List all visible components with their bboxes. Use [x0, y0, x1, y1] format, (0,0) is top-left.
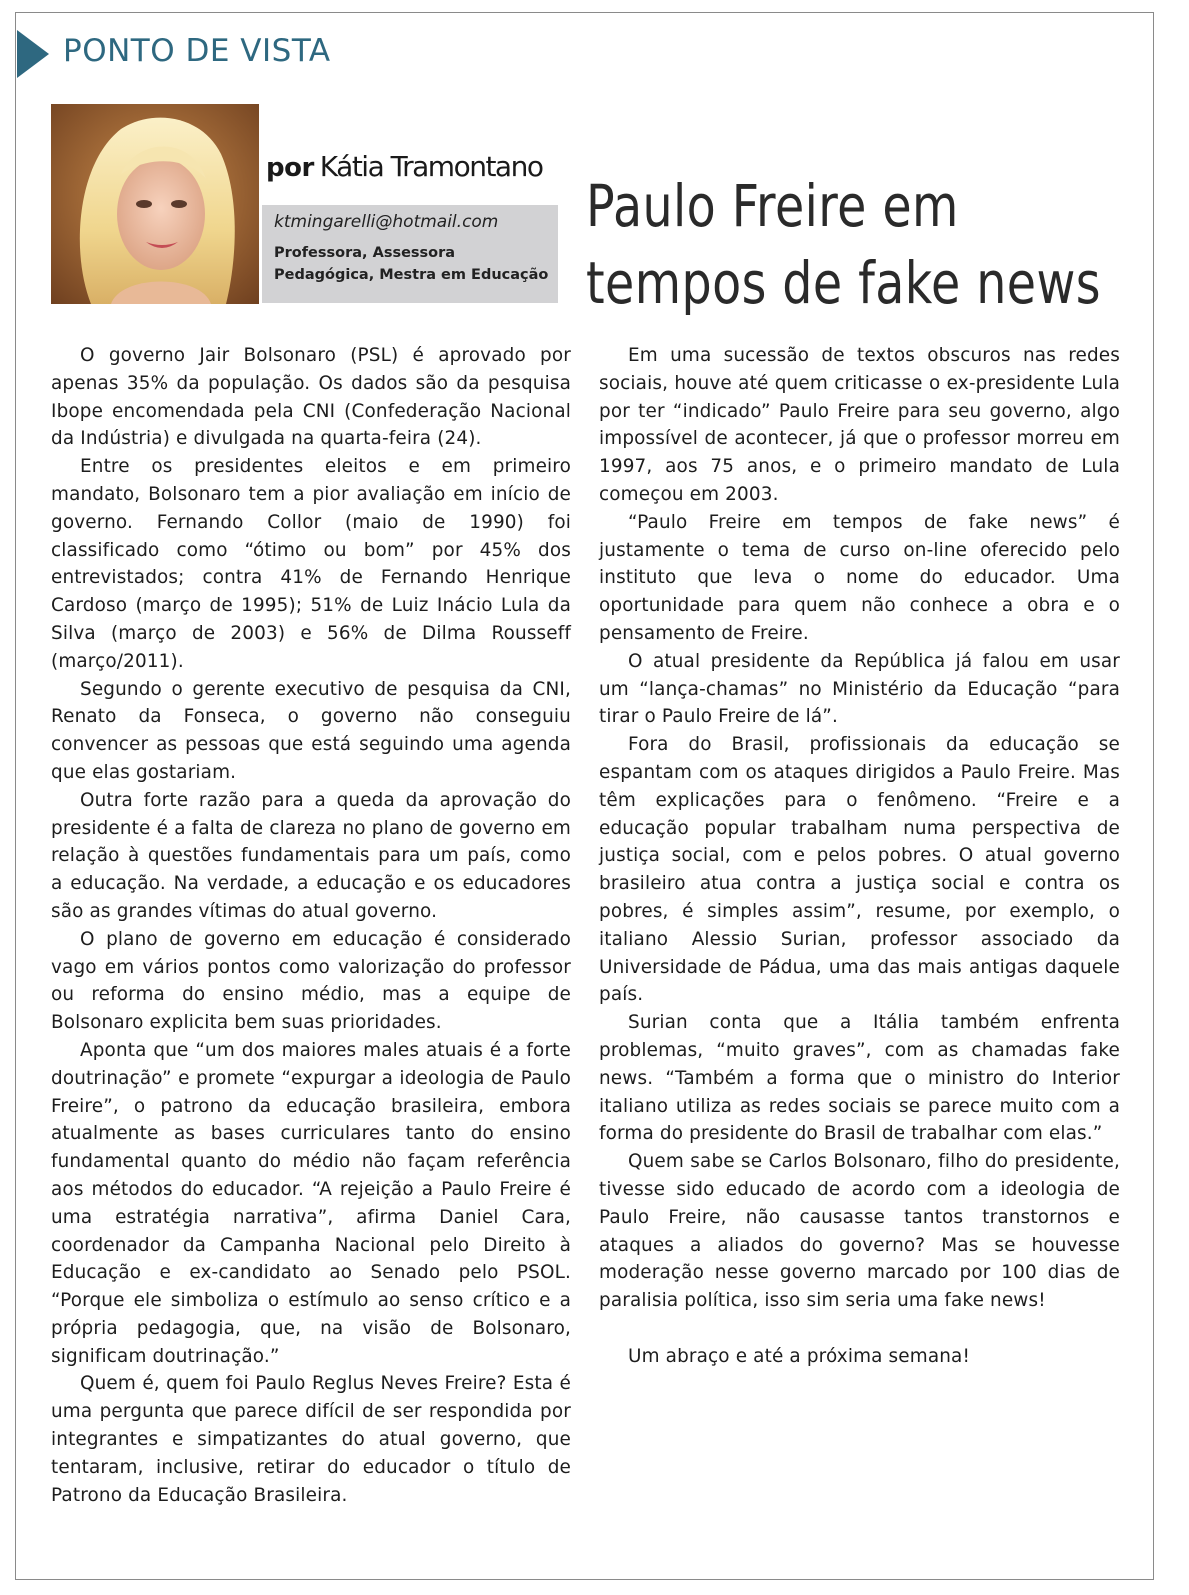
author-photo [51, 104, 259, 304]
paragraph: Em uma sucessão de textos obscuros nas redes sociais, houve até quem criticasse o ex-presidente Lula por ter “indicado” Paulo Freire para seu governo, algo impossível de acontecer, já que o professor morreu em 1997, aos 75 anos, e o primeiro mandato de Lula começou em 2003. [599, 345, 1120, 505]
article-column-right [599, 342, 1120, 1370]
headline-line2: tempos de fake news [586, 249, 1101, 317]
paragraph: Aponta que “um dos maiores males atuais é a forte doutrinação” e promete “expurgar a ideologia de Paulo Freire”, o patrono da educação brasileira, embora atualmente as bases curriculares tanto do ensino fundamental quanto do médio não façam referência aos métodos do educador. “A rejeição a Paulo Freire é uma estratégia narrativa”, afirma Daniel Cara, coordenador da Campanha Nacional pelo Direito à Educação e ex-candidato ao Senado pelo PSOL. “Porque ele simboliza o estímulo ao senso crítico e a própria pedagogia, que, na visão de Bolsonaro, significam doutrinação.” [51, 1039, 571, 1367]
paragraph: Quem é, quem foi Paulo Reglus Neves Freire? Esta é uma pergunta que parece difícil de ser respondida por integrantes e simpatizantes do atual governo, que tentaram, inclusive, retirar do educador o título de Patrono da Educação Brasileira. [51, 1373, 571, 1506]
paragraph: O plano de governo em educação é considerado vago em vários pontos como valorização do professor ou reforma do ensino médio, mas a equipe de Bolsonaro explicita bem suas prioridades. [51, 928, 571, 1034]
paragraph: O atual presidente da República já falou em usar um “lança-chamas” no Ministério da Educação “para tirar o Paulo Freire de lá”. [599, 650, 1120, 728]
paragraph: Fora do Brasil, profissionais da educação se espantam com os ataques dirigidos a Paulo Freire. Mas têm explicações para o fenômeno. “Freire e a educação popular trabalham numa perspectiva de justiça social, com e pelos pobres. O atual governo brasileiro atua contra a justiça social e contra os pobres, é simples assim”, resume, por exemplo, o italiano Alessio Surian, professor associado da Universidade de Pádua, uma das mais antigas daquele país. [599, 734, 1120, 1006]
author-email[interactable]: ktmingarelli@hotmail.com [274, 212, 499, 232]
author-role-line2: Pedagógica, Mestra em Educação [274, 267, 549, 283]
article-headline [586, 168, 1101, 322]
author-role-line1: Professora, Assessora [274, 245, 456, 261]
paragraph: “Paulo Freire em tempos de fake news” é justamente o tema de curso on-line oferecido pelo instituto que leva o nome do educador. Uma oportunidade para quem não conhece a obra e o pensamento de Freire. [599, 511, 1120, 644]
paragraph: Quem sabe se Carlos Bolsonaro, filho do presidente, tivesse sido educado de acordo com a ideologia de Paulo Freire, não causasse tantos transtornos e ataques a aliados do governo? Mas se houvesse moderação nesse governo marcado por 100 dias de paralisia política, isso sim seria uma fake news! [599, 1151, 1120, 1312]
byline-prefix: por [266, 153, 314, 183]
paragraph: Outra forte razão para a queda da aprovação do presidente é a falta de clareza no plano de governo em relação à questões fundamentais para um país, como a educação. Na verdade, a educação e os educadores são as grandes vítimas do atual governo. [51, 789, 571, 922]
paragraph: Entre os presidentes eleitos e em primeiro mandato, Bolsonaro tem a pior avaliação em início de governo. Fernando Collor (maio de 1990) foi classificado como “ótimo ou bom” por 45% dos entrevistados; contra 41% de Fernando Henrique Cardoso (março de 1995); 51% de Luiz Inácio Lula da Silva (março de 2003) e 56% de Dilma Rousseff (março/2011). [51, 456, 571, 672]
author-byline [266, 150, 542, 183]
headline-line1: Paulo Freire em [586, 172, 959, 240]
paragraph: O governo Jair Bolsonaro (PSL) é aprovado por apenas 35% da população. Os dados são da pesquisa Ibope encomendada pela CNI (Confederação Nacional da Indústria) e divulgada na quarta-feira (24). [51, 345, 571, 450]
article-column-left [51, 342, 571, 1509]
section-title: PONTO DE VISTA [63, 33, 331, 69]
section-arrow-icon [17, 30, 49, 78]
author-name: Kátia Tramontano [319, 150, 543, 183]
author-info-box [262, 205, 558, 303]
closing-line: Um abraço e até a próxima semana! [628, 1345, 970, 1367]
paragraph: Surian conta que a Itália também enfrenta problemas, “muito graves”, com as chamadas fake news. “Também a forma que o ministro do Interior italiano utiliza as redes sociais se parece muito com a forma do presidente do Brasil de trabalhar com elas.” [599, 1012, 1120, 1145]
paragraph: Segundo o gerente executivo de pesquisa da CNI, Renato da Fonseca, o governo não conseguiu convencer as pessoas que está seguindo uma agenda que elas gostariam. [51, 678, 571, 783]
author-role [274, 242, 558, 286]
